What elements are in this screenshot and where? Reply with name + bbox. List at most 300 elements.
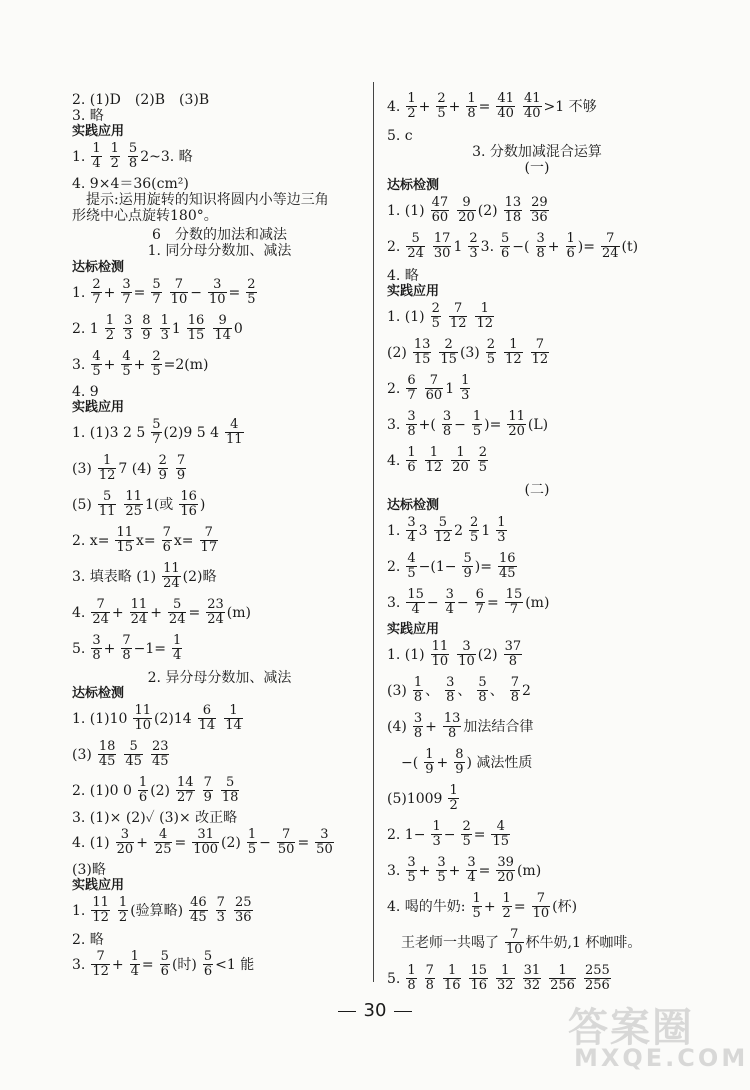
denominator: 5 [407,870,416,885]
denominator: 8 [447,726,457,741]
numerator: 16 [187,313,205,328]
denominator: 8 [413,690,423,705]
denominator: 2 [105,328,114,343]
answer-text: (2) [387,344,407,361]
answer-text: 4. (1) [72,834,110,851]
denominator: 5 [486,352,496,367]
denominator: 24 [130,612,148,627]
numerator: 37 [504,639,522,654]
fraction [406,856,416,885]
denominator: 5 [407,566,416,581]
numerator: 5 [221,776,240,791]
numerator: 11 [508,409,525,424]
numerator: 2 [462,819,471,834]
left-column [72,82,367,980]
fraction [457,640,476,669]
answer-line [387,92,601,121]
denominator: 6 [160,964,169,979]
denominator: 8 [510,690,519,705]
answer-line [72,862,110,878]
section-heading: 达标检测 [387,178,440,193]
denominator: 9 [158,468,167,483]
denominator: 5 [247,292,256,307]
answer-text: 1. (1)3 2 5 [72,424,146,441]
fraction [475,302,494,331]
numerator: 4 [491,820,510,835]
numerator: 1 [407,963,416,978]
fraction [98,490,117,519]
answer-text: + [425,718,437,735]
denominator: 4 [467,870,476,885]
fraction [439,338,458,367]
denominator: 5 [478,460,488,475]
answer-text: 1. (1) [387,308,425,325]
answer-text: 3 [418,522,428,539]
answer-text: + [483,898,496,915]
fraction [472,892,482,921]
numerator: 4 [407,551,416,566]
fraction [192,828,219,857]
denominator: 60 [425,388,443,403]
fraction [203,950,213,979]
denominator: 12 [434,530,452,545]
answer-text: 2. 1 [72,320,99,337]
fraction [406,232,425,261]
answer-text: >1 不够 [543,98,597,115]
denominator: 18 [504,210,522,225]
numerator: 5 [168,598,187,613]
denominator: 15 [492,834,510,849]
numerator: 11 [92,895,109,910]
fraction [454,748,464,777]
numerator: 1 [496,964,515,979]
fraction [406,92,416,121]
denominator: 9 [176,468,186,483]
denominator: 8 [425,978,434,993]
numerator: 47 [431,195,449,210]
numerator: 7 [277,828,296,843]
numerator: 8 [142,313,151,328]
answer-text: 1. [72,148,86,165]
denominator: 100 [193,842,219,857]
fraction [406,588,425,617]
denominator: 10 [208,292,226,307]
fraction [431,196,450,225]
denominator: 7 [509,602,519,617]
answer-text: 2. [387,238,401,255]
answer-text: + [103,640,116,657]
answer-line [72,208,222,224]
fraction [469,964,488,993]
fraction [451,446,470,475]
fraction [445,676,455,705]
denominator: 3 [124,328,133,343]
denominator: 2 [407,106,416,121]
answer-text: 3. 填表略 (1) [72,568,157,585]
denominator: 24 [92,612,109,627]
fraction [445,588,455,617]
fraction [448,784,458,813]
numerator: 18 [98,739,116,754]
answer-line [387,516,509,545]
answer-line [72,932,108,948]
denominator: 7 [92,292,101,307]
numerator: 15 [505,587,523,602]
denominator: 7 [122,292,131,307]
answer-text: − [456,594,469,611]
answer-line [387,374,472,403]
answer-text: −1= [133,640,167,657]
denominator: 16 [470,978,488,993]
answer-line [72,526,220,555]
answer-text: (2)14 [154,710,192,727]
denominator: 8 [508,654,517,669]
denominator: 10 [431,654,449,669]
answer-line [387,552,519,581]
denominator: 15 [440,352,457,367]
numerator: 41 [497,91,514,106]
answer-text: )= [474,558,492,575]
numerator: 1 [407,445,416,460]
fraction [200,526,219,555]
fraction [91,350,101,379]
numerator: 1 [407,91,416,106]
denominator: 16 [443,978,461,993]
denominator: 9 [463,566,472,581]
denominator: 8 [128,156,138,171]
numerator: 23 [207,597,224,612]
fraction [504,338,523,367]
denominator: 10 [458,654,475,669]
numerator: 5 [203,949,213,964]
denominator: 3 [216,910,225,925]
fraction [138,776,148,805]
denominator: 10 [532,906,550,921]
fraction [105,314,115,343]
answer-line [72,418,246,447]
answer-text: (2) [477,202,498,219]
fraction [221,776,240,805]
answer-text: (2) [150,782,171,799]
answer-text: − [426,594,439,611]
denominator: 27 [177,790,194,805]
denominator: 8 [407,978,416,993]
numerator: 11 [116,525,133,540]
answer-text: + [448,98,461,115]
denominator: 25 [154,842,172,857]
denominator: 3 [461,388,470,403]
denominator: 256 [550,978,575,993]
answer-text: = [228,284,241,301]
denominator: 5 [470,530,479,545]
denominator: 20 [508,424,525,439]
answer-text: = [513,898,526,915]
denominator: 2 [118,910,128,925]
numerator: 255 [584,963,610,978]
answer-text: 7 (4) [118,460,152,477]
fraction [466,92,476,121]
denominator: 8 [122,648,131,663]
answer-text: + [111,604,124,621]
numerator: 2 [469,231,478,246]
numerator: 4 [122,349,131,364]
numerator: 11 [134,703,151,718]
numerator: 1 [472,891,481,906]
denominator: 8 [413,726,423,741]
answer-text: <1 能 [215,956,255,973]
answer-line [387,232,642,261]
fraction [91,278,101,307]
section-heading: 实践应用 [72,400,125,415]
fraction [443,964,462,993]
answer-text: (杯) [552,898,578,915]
answer-text: 4. [387,98,401,115]
numerator: 29 [531,195,548,210]
answer-text: 3. [387,594,401,611]
denominator: 8 [92,648,101,663]
answer-text: 4. 9 [72,384,99,400]
fraction [154,828,173,857]
answer-text: 4. 喝的牛奶: [387,898,466,915]
denominator: 10 [134,718,151,733]
fraction [406,410,416,439]
fraction [91,896,110,925]
answer-line [387,676,535,705]
numerator: 1 [173,633,182,648]
fraction [162,526,172,555]
subsection-title: 3. 分数加减混合运算 [472,144,602,160]
denominator: 9 [425,762,434,777]
denominator: 24 [163,576,180,591]
denominator: 6 [203,964,213,979]
fraction [151,350,161,379]
denominator: 4 [173,648,182,663]
fraction [461,820,471,849]
fraction [115,526,134,555]
answer-text: 形绕中心点旋转180°。 [72,208,218,224]
fraction [189,896,208,925]
denominator: 24 [407,246,424,261]
answer-line [387,128,417,144]
fraction [216,896,226,925]
numerator: 1 [549,964,576,979]
subsection-title: (二) [524,482,550,498]
answer-text: + [436,754,449,771]
numerator: 5 [463,551,472,566]
answer-text: 3. [480,238,495,255]
answer-text: − [454,416,466,433]
answer-text: 2. (1)D (2)B (3)B [72,92,210,108]
answer-text: − [259,834,271,851]
answer-text: 1 [171,320,181,337]
numerator: 4 [154,828,173,843]
answer-line [387,964,613,993]
fraction [532,892,551,921]
denominator: 6 [501,246,510,261]
denominator: 18 [221,790,239,805]
numerator: 1 [110,141,119,156]
denominator: 3 [432,834,441,849]
answer-text: = [141,956,154,973]
answer-text: 1. [387,522,401,539]
numerator: 1 [425,747,434,762]
denominator: 45 [190,910,207,925]
denominator: 2 [449,798,458,813]
numerator: 1 [118,895,128,910]
answer-text: 5. [72,640,86,657]
answer-text: 、 [489,682,504,699]
denominator: 11 [226,432,243,447]
fraction [91,598,110,627]
answer-text: 1. (1)10 [72,710,128,727]
numerator: 5 [406,232,425,247]
fraction [121,634,131,663]
fraction [130,598,149,627]
fraction [160,314,170,343]
denominator: 8 [478,690,487,705]
numerator: 3 [445,587,454,602]
numerator: 39 [497,855,514,870]
fraction [91,634,101,663]
denominator: 7 [407,388,416,403]
answer-text: 4. 9×4＝36(cm²) [72,176,189,192]
denominator: 8 [446,690,455,705]
answer-text: = [478,98,491,115]
numerator: 23 [151,739,169,754]
denominator: 15 [187,328,205,343]
answer-line [387,820,512,849]
numerator: 2 [431,301,440,316]
right-column [387,82,687,993]
fraction [151,740,170,769]
answer-text: (m) [525,594,550,611]
denominator: 12 [92,964,109,979]
fraction [601,232,620,261]
answer-line [72,454,188,483]
numerator: 3 [407,855,416,870]
numerator: 1 [413,675,423,690]
denominator: 5 [472,424,482,439]
numerator: 2 [470,515,479,530]
denominator: 4 [92,156,101,171]
denominator: 4 [445,602,454,617]
numerator: 3 [457,640,476,655]
answer-line [387,196,551,225]
answer-text: 3. 略 [72,108,104,124]
answer-line [72,634,184,663]
answer-text: 1. [72,284,86,301]
fraction [116,828,135,857]
denominator: 8 [467,106,476,121]
fraction [523,964,542,993]
fraction [247,828,257,857]
answer-line [72,598,255,627]
fraction [436,856,446,885]
answer-text: (3) [72,460,92,477]
denominator: 8 [442,424,452,439]
numerator: 1 [497,515,506,530]
numerator: 3 [437,855,446,870]
numerator: 5 [124,740,143,755]
answer-line [72,828,336,857]
denominator: 30 [433,246,451,261]
fraction [176,454,186,483]
answer-text: −( [512,238,530,255]
answer-text: 1 [481,522,491,539]
numerator: 13 [443,711,461,726]
answer-text: x= [173,532,194,549]
answer-text: + [418,862,431,879]
answer-line [72,350,213,379]
denominator: 14 [214,328,231,343]
denominator: 3 [497,530,506,545]
answer-text: + [418,98,431,115]
numerator: 11 [125,489,142,504]
denominator: 45 [498,566,516,581]
fraction [433,232,452,261]
numerator: 7 [122,633,131,648]
fraction [460,374,470,403]
denominator: 12 [476,316,494,331]
fraction [457,196,476,225]
answer-text: (2)略 [182,568,217,585]
numerator: 1 [449,783,458,798]
numerator: 11 [130,597,148,612]
answer-text: 3. (1)× (2)✓ (3)× 改正略 [72,810,238,826]
numerator: 7 [216,895,225,910]
fraction [406,552,416,581]
answer-line [387,338,551,367]
fraction [449,302,468,331]
fraction [172,634,182,663]
answer-text: + [448,862,461,879]
answer-line [72,278,259,307]
denominator: 50 [277,842,295,857]
numerator: 31 [192,828,219,843]
fraction [443,712,462,741]
fraction [425,964,435,993]
numerator: 1 [443,964,462,979]
fraction [121,278,131,307]
fraction [406,446,416,475]
denominator: 20 [458,210,475,225]
denominator: 25 [125,504,142,519]
numerator: 2 [152,349,161,364]
section-heading: 达标检测 [387,498,440,513]
fraction [502,892,512,921]
denominator: 17 [200,540,218,555]
numerator: 3 [413,711,423,726]
numerator: 1 [92,141,101,156]
fraction [431,820,441,849]
answer-text: 1 [453,238,463,255]
numerator: 13 [413,337,431,352]
numerator: 17 [433,231,451,246]
answer-text: + [103,284,116,301]
fraction [491,820,510,849]
numerator: 2 [158,453,167,468]
numerator: 7 [176,453,186,468]
denominator: 6 [566,246,575,261]
answer-text: (2)9 5 4 [163,424,219,441]
denominator: 24 [207,612,224,627]
fraction [130,950,140,979]
answer-line [72,950,258,979]
answer-text: 加法结合律 [463,718,534,735]
answer-line [387,640,524,669]
answer-line [72,776,241,805]
numerator: 5 [152,277,161,292]
